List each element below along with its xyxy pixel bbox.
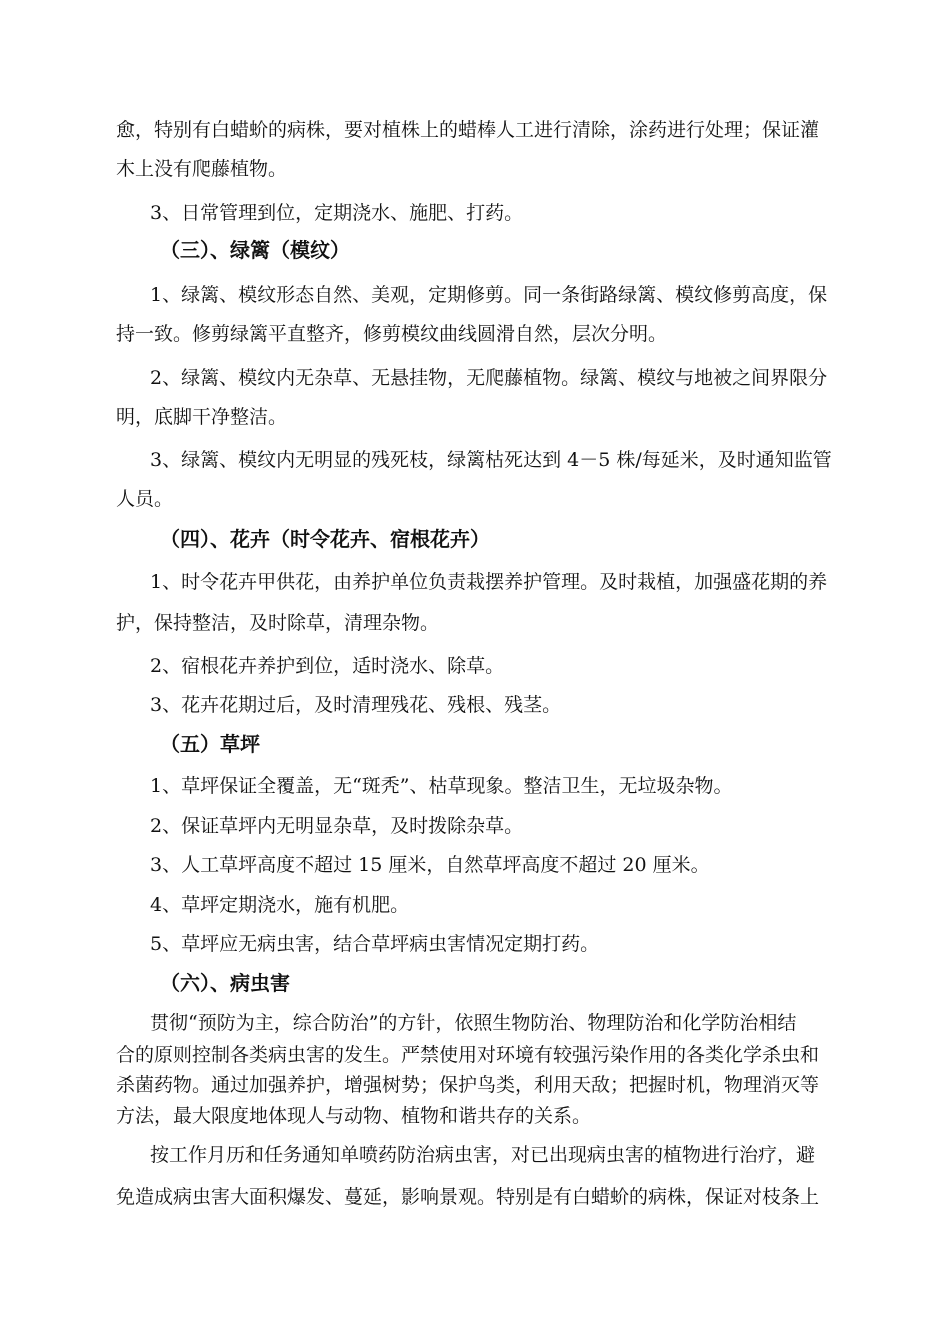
section-heading: （五）草坪 (160, 732, 260, 756)
paragraph-line: 愈，特别有白蜡蚧的病株，要对植株上的蜡棒人工进行清除，涂药进行处理；保证灌 (116, 119, 820, 141)
paragraph-line: 合的原则控制各类病虫害的发生。严禁使用对环境有较强污染作用的各类化学杀虫和 (116, 1044, 820, 1066)
list-item: 2、绿篱、模纹内无杂草、无悬挂物，无爬藤植物。绿篱、模纹与地被之间界限分 (150, 367, 828, 389)
paragraph-line: 持一致。修剪绿篱平直整齐，修剪模纹曲线圆滑自然，层次分明。 (116, 323, 668, 345)
list-item: 5、草坪应无病虫害，结合草坪病虫害情况定期打药。 (150, 933, 600, 955)
list-item: 3、日常管理到位，定期浇水、施肥、打药。 (150, 202, 524, 224)
list-item: 1、草坪保证全覆盖，无“斑秃”、枯草现象。整洁卫生，无垃圾杂物。 (150, 775, 733, 797)
paragraph-line: 明，底脚干净整洁。 (116, 406, 288, 428)
paragraph-line: 杀菌药物。通过加强养护，增强树势；保护鸟类，利用天敌；把握时机，物理消灭等 (116, 1074, 820, 1096)
paragraph-line: 木上没有爬藤植物。 (116, 158, 288, 180)
list-item: 1、时令花卉甲供花，由养护单位负责栽摆养护管理。及时栽植，加强盛花期的养 (150, 571, 828, 593)
section-heading: （四）、花卉（时令花卉、宿根花卉） (160, 527, 490, 551)
paragraph-line: 免造成病虫害大面积爆发、蔓延，影响景观。特别是有白蜡蚧的病株，保证对枝条上 (116, 1186, 820, 1208)
list-item: 3、花卉花期过后，及时清理残花、残根、残茎。 (150, 694, 562, 716)
paragraph-line: 护，保持整洁，及时除草，清理杂物。 (116, 612, 440, 634)
paragraph-line: 方法，最大限度地体现人与动物、植物和谐共存的关系。 (116, 1105, 592, 1127)
list-item: 4、草坪定期浇水，施有机肥。 (150, 894, 410, 916)
list-item: 3、人工草坪高度不超过 15 厘米，自然草坪高度不超过 20 厘米。 (150, 854, 710, 876)
list-item: 1、绿篱、模纹形态自然、美观，定期修剪。同一条街路绿篱、模纹修剪高度，保 (150, 284, 828, 306)
list-item: 2、保证草坪内无明显杂草，及时拨除杂草。 (150, 815, 524, 837)
paragraph-line: 人员。 (116, 488, 174, 510)
list-item: 3、绿篱、模纹内无明显的残死枝，绿篱枯死达到 4－5 株/每延米，及时通知监管 (150, 449, 832, 471)
paragraph-line: 按工作月历和任务通知单喷药防治病虫害，对已出现病虫害的植物进行治疗，避 (150, 1144, 816, 1166)
list-item: 2、宿根花卉养护到位，适时浇水、除草。 (150, 655, 505, 677)
paragraph-line: 贯彻“预防为主，综合防治”的方针，依照生物防治、物理防治和化学防治相结 (150, 1012, 797, 1034)
section-heading: （三）、绿篱（模纹） (160, 238, 350, 262)
section-heading: （六）、病虫害 (160, 971, 290, 995)
